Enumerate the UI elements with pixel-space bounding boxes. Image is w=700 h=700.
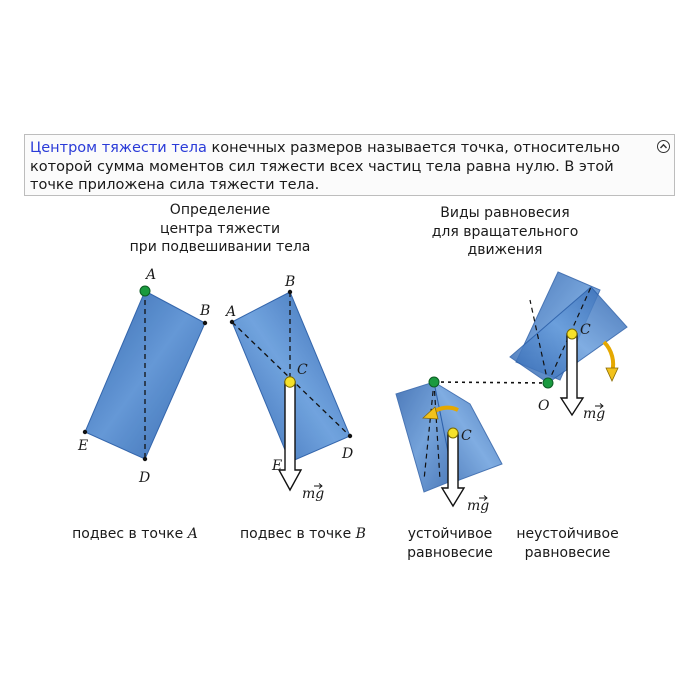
- left-section-title: Определение центра тяжести при подвешивании тела: [129, 202, 311, 255]
- force-label-stable: mg: [467, 498, 490, 514]
- force-label-unstable: mg: [583, 406, 606, 422]
- label-b-2: B: [285, 274, 296, 290]
- label-o: O: [538, 398, 550, 414]
- figure-hang-at-b: [224, 274, 353, 502]
- vertex-e-1: [83, 430, 87, 434]
- label-e-1: E: [78, 438, 89, 454]
- figure-hang-at-a: [77, 267, 210, 486]
- suspension-point-o: [543, 378, 553, 388]
- vertex-d-1: [143, 457, 147, 461]
- vertex-b-2: [288, 290, 292, 294]
- axis-line: [434, 382, 548, 383]
- label-b-1: B: [200, 303, 211, 319]
- caption-hang-a: подвес в точке A: [72, 526, 198, 542]
- label-c-unstable: C: [580, 322, 591, 338]
- rotation-arrow-right: [604, 342, 613, 372]
- center-of-gravity-unstable: [567, 329, 577, 339]
- vertex-a-2: [230, 320, 234, 324]
- suspension-point-stable: [429, 377, 439, 387]
- definition-term: Центром тяжести тела: [30, 140, 207, 156]
- label-a-2: A: [226, 304, 237, 320]
- caption-stable: устойчивое равновесие: [407, 526, 493, 561]
- label-e-2: E: [272, 458, 283, 474]
- label-a-1: A: [146, 267, 157, 283]
- caption-hang-b: подвес в точке B: [240, 526, 366, 542]
- vertex-d-2: [348, 434, 352, 438]
- vertex-b-1: [203, 321, 207, 325]
- right-section-title: Виды равновесия для вращательного движения: [431, 205, 579, 258]
- caption-unstable: неустойчивое равновесие: [516, 526, 619, 561]
- label-d-1: D: [139, 470, 151, 486]
- force-label-2: mg: [302, 486, 325, 502]
- label-d-2: D: [342, 446, 354, 462]
- label-c-stable: C: [461, 428, 472, 444]
- center-of-gravity-stable: [448, 428, 458, 438]
- center-of-gravity-2: [285, 377, 295, 387]
- definition-text: конечных размеров называется точка, относительно которой сумма моментов сил тяжести всех частиц тела равна нулю. В этой точке приложена сила тяжести тела.: [30, 140, 621, 193]
- label-c-2: C: [297, 362, 308, 378]
- figure-equilibrium: [396, 272, 627, 514]
- suspension-point-a: [140, 286, 150, 296]
